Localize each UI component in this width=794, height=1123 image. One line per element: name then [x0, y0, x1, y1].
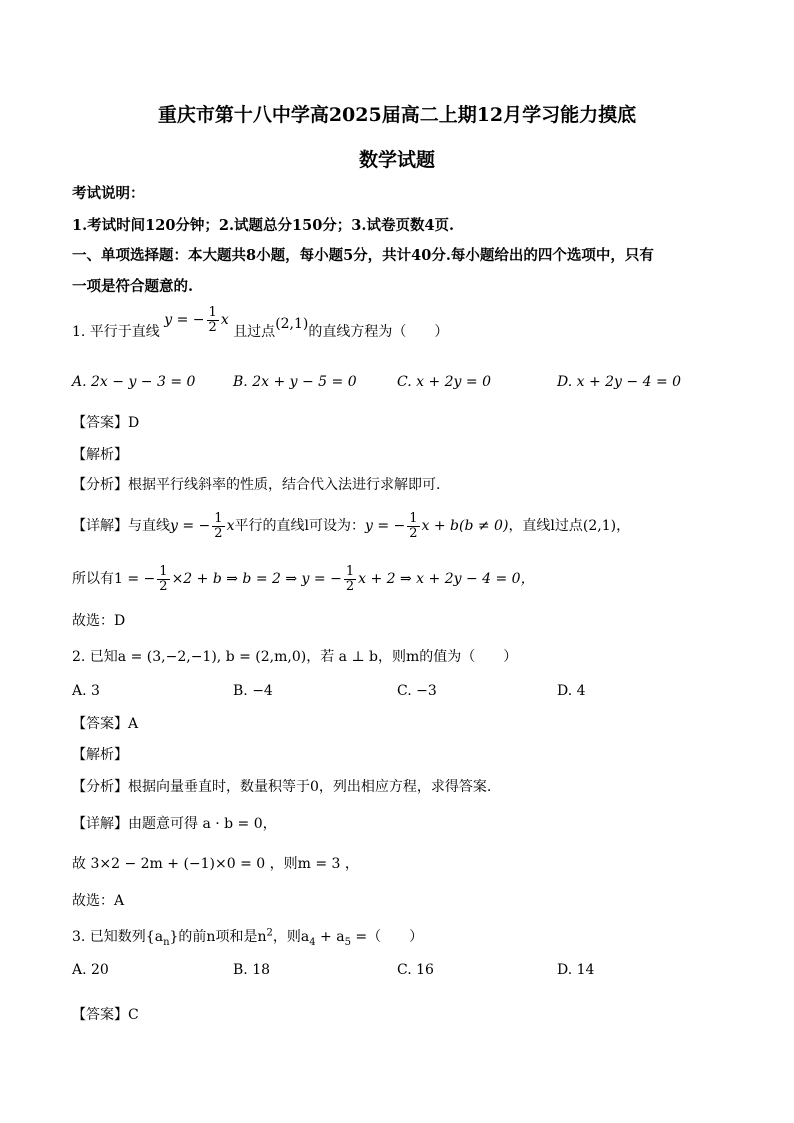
q2-option-b: B. −4 — [233, 683, 273, 699]
q3-answer: 【答案】C — [72, 1007, 139, 1023]
q1-detail-frac1-num: 1 — [214, 511, 223, 526]
exam-title: 重庆市第十八中学高2025届高二上期12月学习能力摸底 — [157, 104, 637, 126]
q1-detail-b: 平行的直线l可设为： — [234, 518, 365, 535]
question-2-stem: 2. 已知a = (3,−2,−1), b = (2,m,0)，若 a ⊥ b，则m的值为（ ） — [72, 649, 518, 665]
q1-so-frac2-num: 1 — [345, 564, 355, 579]
q3-text-d: + a — [315, 929, 345, 945]
q1-mid: 且过点 — [233, 324, 276, 341]
q1-option-d: D. x + 2y − 4 = 0 — [557, 374, 682, 390]
instructions-text: 1.考试时间120分钟；2.试题总分150分；3.试卷页数4页. — [72, 217, 455, 234]
q1-line-eq — [164, 305, 233, 335]
q1-derivation — [72, 565, 535, 593]
q1-detail-eq1-pre: y = − — [170, 518, 211, 535]
q1-analysis-label: 【解析】 — [72, 447, 128, 463]
q1-so-a: 所以有1 = − — [72, 571, 156, 588]
q1-detail-eq1 — [170, 511, 235, 541]
exam-subtitle: 数学试题 — [358, 149, 435, 171]
q3-sub-n: n — [163, 936, 170, 948]
q1-detail-frac2 — [407, 512, 419, 540]
q3-text-a: 3. 已知数列{a — [72, 929, 164, 945]
q1-detail — [72, 512, 630, 540]
q2-answer: 【答案】A — [72, 716, 139, 732]
q2-analysis-label: 【解析】 — [72, 747, 128, 763]
q3-option-b: B. 18 — [233, 962, 271, 978]
q3-text-c: ，则a — [272, 929, 310, 945]
q3-option-d: D. 14 — [557, 962, 595, 978]
q1-suffix: 的直线方程为（ ） — [308, 324, 449, 341]
q2-derivation: 故 3×2 − 2m + (−1)×0 = 0 ，则m = 3 ， — [72, 856, 359, 872]
q1-point: (2,1) — [275, 316, 309, 333]
q1-eq-post: x — [220, 312, 229, 329]
question-3-stem — [72, 926, 423, 948]
q3-option-a: A. 20 — [72, 962, 109, 978]
q2-option-d: D. 4 — [557, 683, 586, 699]
q1-detail-frac2-num: 1 — [409, 511, 418, 526]
q1-detail-frac1 — [212, 512, 224, 540]
q1-so-frac2 — [344, 565, 356, 593]
instructions-heading: 考试说明： — [72, 185, 145, 202]
q3-sub5: 5 — [344, 936, 351, 948]
q1-detail-eq1-post: x — [226, 518, 235, 535]
q1-detail-eq2-post: x + b(b ≠ 0) — [421, 518, 509, 535]
q2-fenxi: 【分析】根据向量垂直时，数量积等于0，列出相应方程，求得答案. — [72, 779, 492, 795]
q2-option-c: C. −3 — [397, 683, 437, 699]
q1-so-b: ×2 + b ⇒ b = 2 ⇒ y = − — [171, 571, 342, 588]
q1-so-c: x + 2 ⇒ x + 2y − 4 = 0， — [358, 571, 535, 588]
q1-so-frac2-den: 2 — [345, 578, 355, 594]
q2-detail: 【详解】由题意可得 a · b = 0， — [72, 816, 277, 832]
q1-fraction — [207, 306, 219, 334]
q3-sup: 2 — [266, 927, 273, 939]
q1-detail-eq2 — [364, 511, 509, 541]
q2-choose: 故选：A — [72, 893, 125, 909]
q1-frac-num: 1 — [208, 305, 217, 320]
q3-option-c: C. 16 — [397, 962, 434, 978]
section-description-line1: 一、单项选择题：本大题共8小题，每小题5分，共计40分.每小题给出的四个选项中，只有 — [72, 247, 654, 264]
q3-text-b: }的前n项和是n — [169, 929, 267, 945]
q1-eq-pre: y = − — [164, 312, 205, 329]
q1-answer: 【答案】D — [72, 415, 140, 431]
q1-option-a: A. 2x − y − 3 = 0 — [72, 374, 196, 390]
q1-frac-den: 2 — [208, 319, 217, 335]
q1-detail-frac1-den: 2 — [214, 525, 223, 541]
q1-detail-eq2-pre: y = − — [364, 518, 406, 535]
q1-choose: 故选：D — [72, 613, 126, 629]
q1-option-b: B. 2x + y − 5 = 0 — [233, 374, 357, 390]
q1-detail-frac2-den: 2 — [409, 525, 418, 541]
q1-so-frac1 — [157, 565, 169, 593]
q3-text-e: =（ ） — [350, 929, 424, 945]
q1-so-frac1-num: 1 — [159, 564, 168, 579]
question-1-stem — [72, 305, 449, 346]
section-description-line2: 一项是符合题意的. — [72, 278, 194, 295]
q1-prefix: 1. 平行于直线 — [72, 324, 160, 341]
q1-so-frac1-den: 2 — [159, 578, 168, 594]
q3-sub4: 4 — [309, 936, 316, 948]
q1-detail-a: 【详解】与直线 — [72, 518, 170, 535]
q1-fenxi: 【分析】根据平行线斜率的性质，结合代入法进行求解即可. — [72, 477, 441, 493]
q1-detail-c: ，直线l过点(2,1)， — [508, 518, 631, 535]
q1-option-c: C. x + 2y = 0 — [397, 374, 491, 390]
q2-option-a: A. 3 — [72, 683, 100, 699]
